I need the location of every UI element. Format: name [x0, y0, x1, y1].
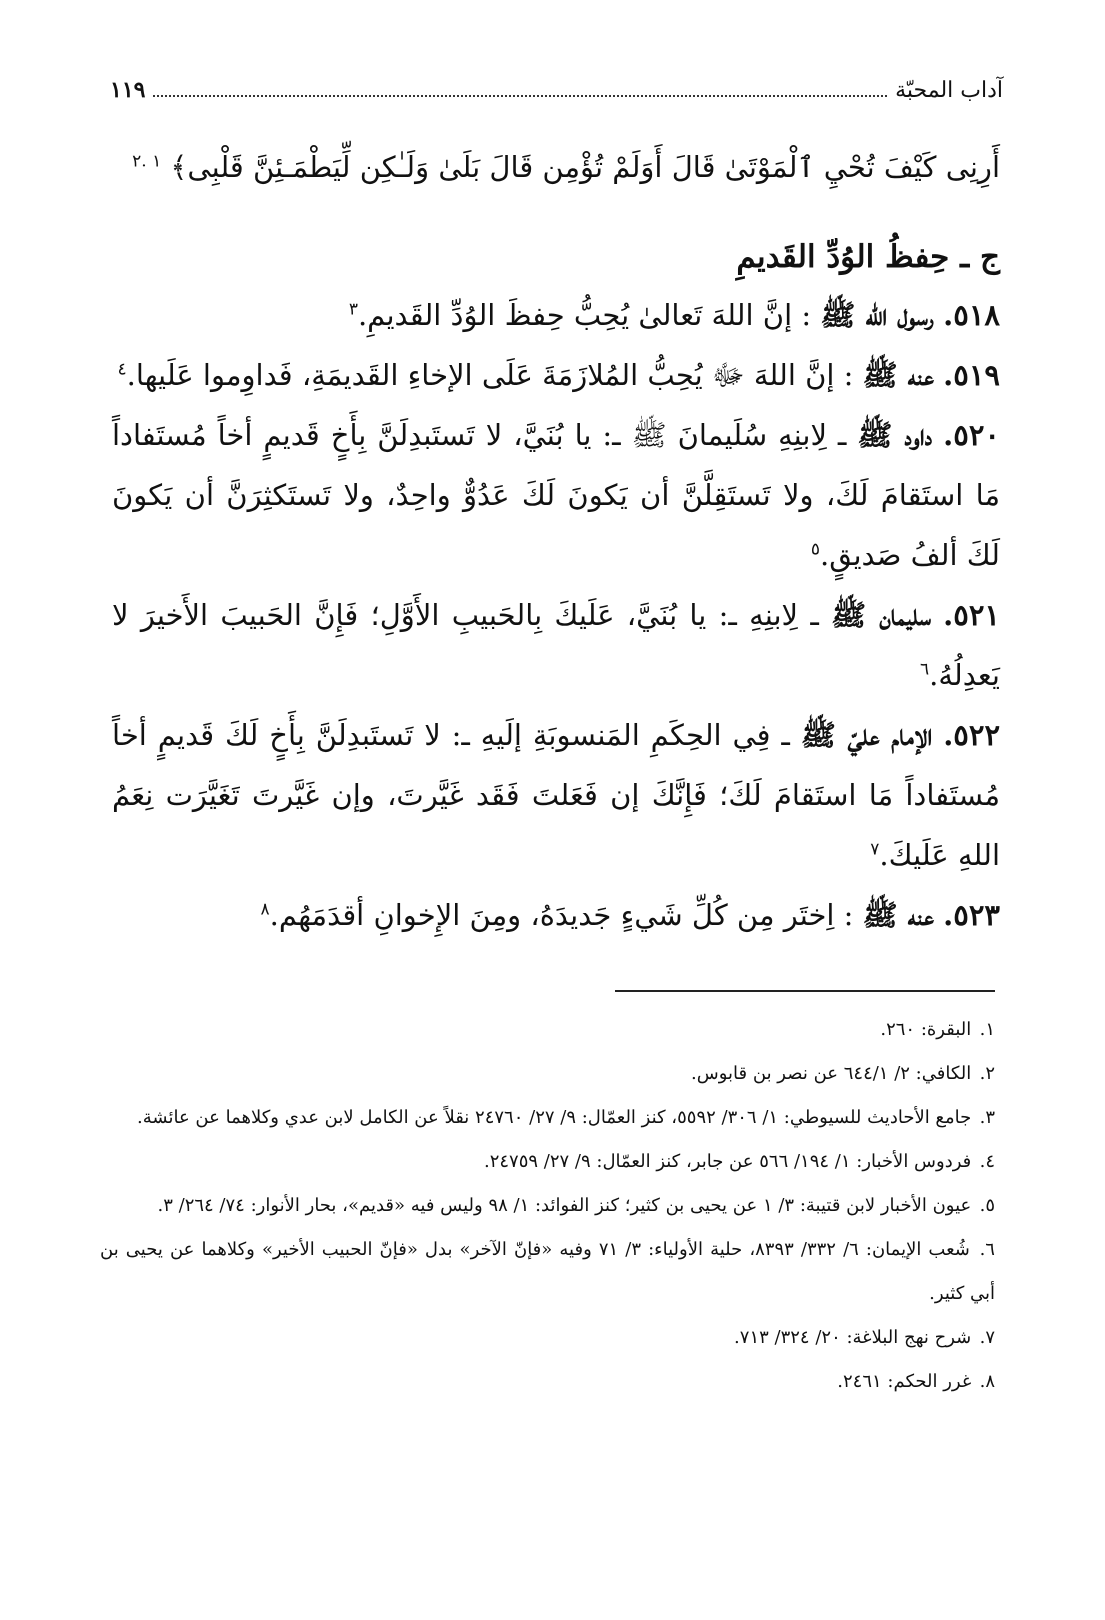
running-header	[110, 70, 1003, 110]
quran-verse	[112, 135, 1000, 199]
hadith-entry	[112, 885, 1000, 945]
running-header-title: آداب المحبّة	[895, 77, 1003, 103]
entry-number: ٥٢٠.	[943, 418, 1000, 452]
entry-number: ٥٢١.	[943, 598, 1000, 632]
footnote	[100, 1360, 995, 1404]
footnote-number: ٢.	[979, 1063, 995, 1084]
entry-speaker: سليمان ﷺ	[831, 598, 931, 632]
entry-speaker: رسول الله ﷺ	[820, 298, 934, 332]
footnote	[100, 1052, 995, 1096]
footnote-number: ٨.	[979, 1371, 995, 1392]
entry-footnote-ref: ٨	[260, 899, 270, 920]
footnote-number: ٣.	[979, 1107, 995, 1128]
entry-text: ـ لِابنِهِ ـ: يا بُنَيَّ، عَلَيكَ بِالحَبيبِ الأَوَّلِ؛ فَإِنَّ الحَبيبَ الأَخيرَ لا يَعدِلُهُ.	[112, 598, 1000, 692]
main-text	[112, 135, 1000, 945]
footnote	[100, 1008, 995, 1052]
verse-text: أَرِنِى كَيْفَ تُحْيِ ٱلْمَوْتَىٰ قَالَ أَوَلَمْ تُؤْمِن قَالَ بَلَىٰ وَلَـٰكِن لِّيَطْمَـئِنَّ قَلْبِى﴾	[170, 150, 1000, 184]
entry-footnote-ref: ٧	[870, 839, 880, 860]
entry-footnote-ref: ٣	[348, 299, 358, 320]
entry-speaker: عنه ﷺ	[862, 358, 934, 392]
footnote	[100, 1228, 995, 1316]
entry-number: ٥١٨.	[943, 298, 1000, 332]
page-number: ١١٩	[110, 77, 146, 103]
hadith-entry	[112, 705, 1000, 885]
entry-text: : إنَّ اللهَ تَعالىٰ يُحِبُّ حِفظَ الوُدِّ القَديمِ.	[357, 298, 812, 332]
footnotes	[100, 1008, 995, 1404]
entry-number: ٥٢٢.	[943, 718, 1001, 752]
verse-footnote-refs: ١ .٢	[132, 151, 162, 172]
entry-footnote-ref: ٥	[810, 539, 821, 560]
entry-text: : اِختَر مِن كُلِّ شَيءٍ جَديدَهُ، ومِنَ الإِخوانِ أقدَمَهُم.	[269, 898, 854, 932]
footnote-text: فردوس الأخبار: ١/ ١٩٤/ ٥٦٦ عن جابر، كنز العمّال: ٩/ ٢٧/ ٢٤٧٥٩.	[483, 1151, 972, 1172]
hadith-entry	[112, 285, 1000, 345]
entry-speaker: الإمام عليّ ﷺ	[800, 718, 933, 752]
footnote-number: ٧.	[979, 1327, 995, 1348]
footnote	[100, 1316, 995, 1360]
footnote-text: جامع الأحاديث للسيوطي: ١/ ٣٠٦/ ٥٥٩٢، كنز العمّال: ٩/ ٢٧/ ٢٤٧٦٠ نقلاً عن الكامل لابن عدي وكلاهما عن عائشة.	[137, 1107, 972, 1128]
entry-text: ـ لِابنِهِ سُلَيمانَ ﷺ ـ: يا بُنَيَّ، لا تَستَبدِلَنَّ بِأَخٍ قَديمٍ أخاً مُستَفاداً مَا استَقامَ لَكَ، ولا تَستَقِلَّنَّ أن يَكونَ لَكَ عَدُوٌّ واحِدٌ، ولا تَستَكثِرَنَّ أن يَكونَ لَكَ ألفُ صَديقٍ.	[112, 418, 1000, 572]
footnote-number: ٦.	[979, 1239, 995, 1260]
header-leader-dots	[153, 83, 887, 97]
entry-number: ٥٢٣.	[943, 898, 1000, 932]
footnote	[100, 1140, 995, 1184]
entry-footnote-ref: ٦	[919, 659, 930, 680]
entry-number: ٥١٩.	[943, 358, 1000, 392]
entry-footnote-ref: ٤	[117, 359, 127, 380]
hadith-entry	[112, 405, 1000, 585]
hadith-entry	[112, 585, 1000, 705]
entry-text: ـ فِي الحِكَمِ المَنسوبَةِ إلَيهِ ـ: لا تَستَبدِلَنَّ بِأَخٍ لَكَ قَديمٍ أخاً مُستَفاداً مَا استَقامَ لَكَ؛ فَإِنَّكَ إن فَعَلتَ فَقَد غَيَّرتَ، وإن غَيَّرتَ تَغَيَّرَت نِعَمُ اللهِ عَلَيكَ.	[112, 718, 1000, 872]
footnote	[100, 1184, 995, 1228]
footnote	[100, 1096, 995, 1140]
footnote-text: البقرة: ٢٦٠.	[880, 1019, 972, 1040]
hadith-entry	[112, 345, 1000, 405]
footnote-number: ٤.	[979, 1151, 995, 1172]
entry-speaker: داود ﷺ	[857, 418, 933, 452]
entry-speaker: عنه ﷺ	[862, 898, 934, 932]
footnote-text: عيون الأخبار لابن قتيبة: ٣/ ١ عن يحيى بن كثير؛ كنز الفوائد: ١/ ٩٨ وليس فيه «قديم»، بحار الأنوار: ٧٤/ ٢٦٤/ ٣.	[157, 1195, 972, 1216]
footnote-text: شرح نهج البلاغة: ٢٠/ ٣٢٤/ ٧١٣.	[734, 1327, 972, 1348]
footnote-number: ٥.	[979, 1195, 995, 1216]
footnote-text: شُعب الإيمان: ٦/ ٣٣٢/ ٨٣٩٣، حلية الأولياء: ٣/ ٧١ وفيه «فإنّ الآخر» بدل «فإنّ الحبيب الأخير» وكلاهما عن يحيى بن أبي كثير.	[100, 1239, 995, 1304]
section-heading: ج ـ حِفظُ الوُدِّ القَديمِ	[736, 239, 1000, 275]
footnote-text: غرر الحكم: ٢٤٦١.	[837, 1371, 972, 1392]
footnote-text: الكافي: ٢/ ٦٤٤/١ عن نصر بن قابوس.	[691, 1063, 972, 1084]
footnote-separator	[615, 990, 995, 992]
footnote-number: ١.	[979, 1019, 995, 1040]
entry-text: : إنَّ اللهَ ﷻ يُحِبُّ المُلازَمَةَ عَلَى الإخاءِ القَديمَةِ، فَداوِموا عَلَيها.	[126, 358, 854, 392]
